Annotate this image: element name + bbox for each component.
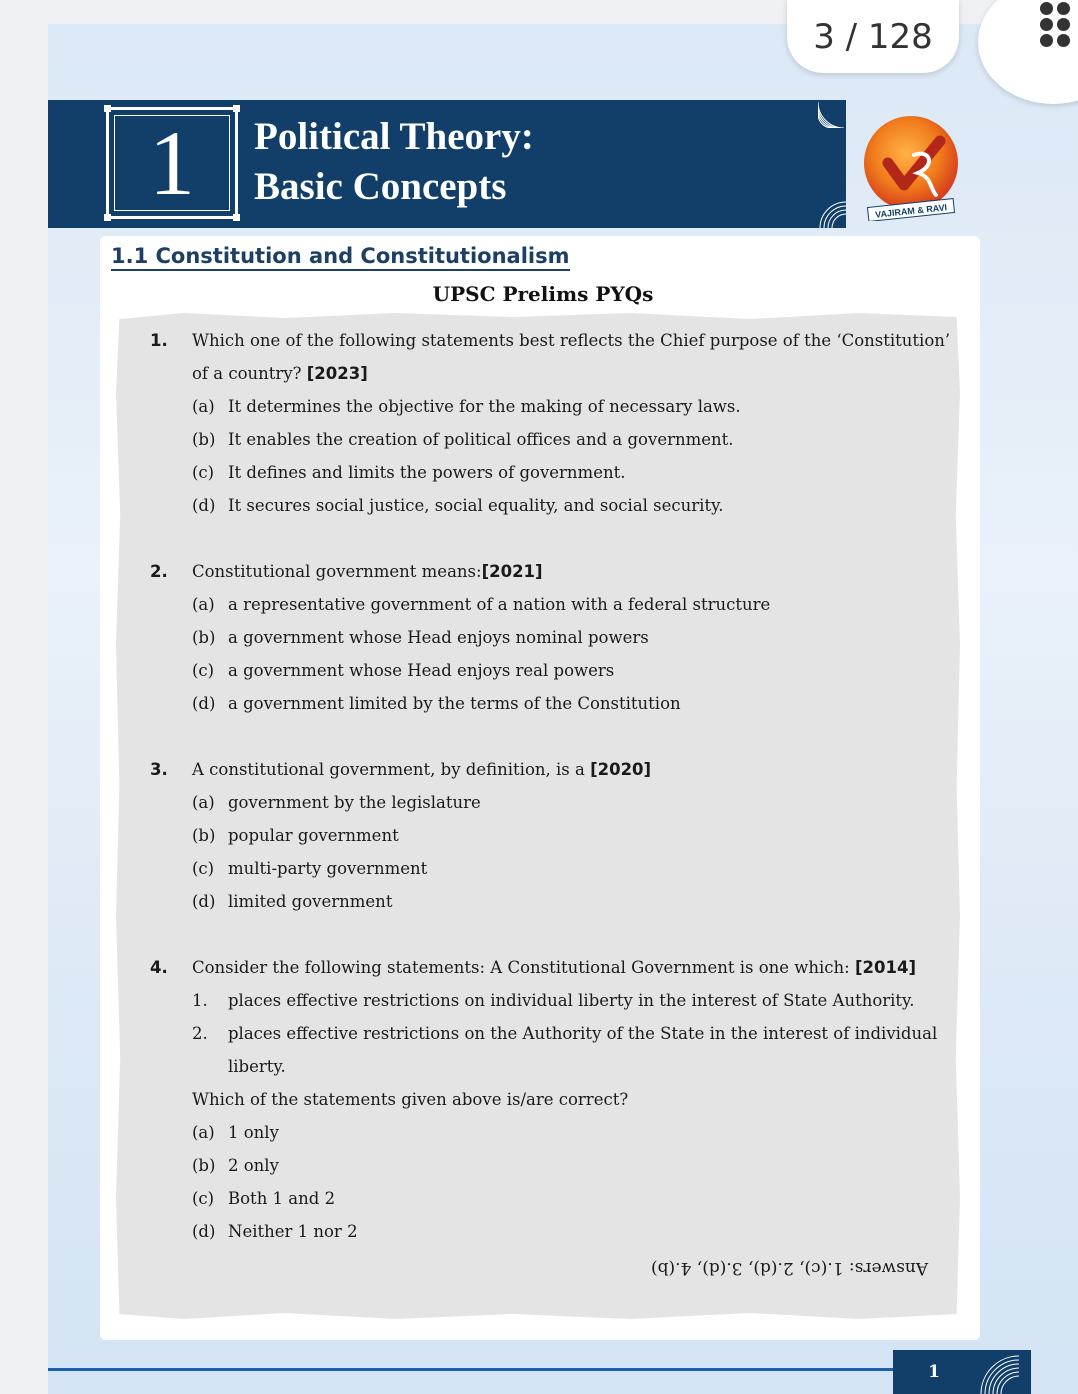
footer-corner-decoration [975, 1350, 1031, 1394]
option-text: Neither 1 nor 2 [228, 1222, 358, 1241]
option-text: multi-party government [228, 859, 428, 878]
option-text: 1 only [228, 1123, 279, 1142]
statement-key: 1. [192, 991, 208, 1010]
banner-corner-decoration-bottom [818, 200, 846, 228]
banner-corner-decoration-top [818, 100, 846, 128]
footer-rule [48, 1368, 896, 1371]
option-key: (b) [192, 628, 216, 647]
statement-text: places effective restrictions on individual liberty in the interest of State Authority. [228, 991, 915, 1010]
sub-heading: UPSC Prelims PYQs [432, 282, 654, 306]
vajiram-ravi-logo [858, 115, 964, 221]
option-text: limited government [228, 892, 393, 911]
chapter-number: 1 [149, 112, 195, 214]
statement-text-cont: liberty. [228, 1057, 286, 1076]
logo-text: VAJIRAM & RAVI [874, 202, 948, 220]
option-text: Both 1 and 2 [228, 1189, 336, 1208]
question-3 [150, 753, 950, 918]
question-number: 3. [150, 760, 168, 779]
question-2 [150, 555, 950, 720]
page-number: 1 [893, 1350, 975, 1394]
option-text: a government whose Head enjoys real powers [228, 661, 615, 680]
option-text: a government limited by the terms of the Constitution [228, 694, 681, 713]
option-key: (a) [192, 595, 215, 614]
question-text: Consider the following statements: A Constitutional Government is one which: [192, 958, 850, 977]
question-4 [150, 951, 950, 1248]
option-key: (c) [192, 463, 215, 482]
option-key: (c) [192, 859, 215, 878]
option-key: (d) [192, 496, 216, 515]
question-year: [2014] [855, 958, 917, 977]
option-text: It secures social justice, social equality, and social security. [228, 496, 724, 515]
option-text: government by the legislature [228, 793, 481, 812]
question-text-cont: of a country? [192, 364, 302, 383]
option-text: It defines and limits the powers of government. [228, 463, 626, 482]
option-text: 2 only [228, 1156, 279, 1175]
question-1 [150, 324, 950, 522]
answers-upside-down: Answers: 1.(c), 2.(d), 3.(d), 4.(b) [651, 1258, 929, 1278]
question-year: [2021] [481, 562, 543, 581]
option-key: (b) [192, 826, 216, 845]
option-key: (a) [192, 397, 215, 416]
question-text: Which one of the following statements best reflects the Chief purpose of the ‘Constitution’ [192, 331, 951, 350]
question-number: 4. [150, 958, 168, 977]
option-text: It determines the objective for the making of necessary laws. [228, 397, 741, 416]
page-indicator: 3 / 128 [787, 0, 959, 73]
question-year: [2020] [590, 760, 652, 779]
option-key: (c) [192, 1189, 215, 1208]
option-key: (a) [192, 1123, 215, 1142]
question-year: [2023] [306, 364, 368, 383]
section-heading: 1.1 Constitution and Constitutionalism [111, 244, 570, 271]
option-key: (b) [192, 430, 216, 449]
question-number: 1. [150, 331, 168, 350]
chapter-title-line1: Political Theory: [254, 115, 534, 158]
more-options-icon[interactable] [1040, 2, 1074, 50]
question-number: 2. [150, 562, 168, 581]
option-text: It enables the creation of political offices and a government. [228, 430, 734, 449]
option-text: popular government [228, 826, 399, 845]
option-key: (d) [192, 892, 216, 911]
question-prompt: Which of the statements given above is/are correct? [192, 1090, 629, 1109]
option-key: (d) [192, 1222, 216, 1241]
question-text: A constitutional government, by definition, is a [192, 760, 585, 779]
statement-key: 2. [192, 1024, 208, 1043]
option-text: a government whose Head enjoys nominal powers [228, 628, 649, 647]
option-key: (a) [192, 793, 215, 812]
chapter-title-line2: Basic Concepts [254, 165, 507, 208]
option-key: (b) [192, 1156, 216, 1175]
option-key: (c) [192, 661, 215, 680]
option-key: (d) [192, 694, 216, 713]
question-text: Constitutional government means: [192, 562, 482, 581]
chapter-title [254, 112, 534, 212]
option-text: a representative government of a nation with a federal structure [228, 595, 771, 614]
statement-text: places effective restrictions on the Authority of the State in the interest of individual [228, 1024, 938, 1043]
